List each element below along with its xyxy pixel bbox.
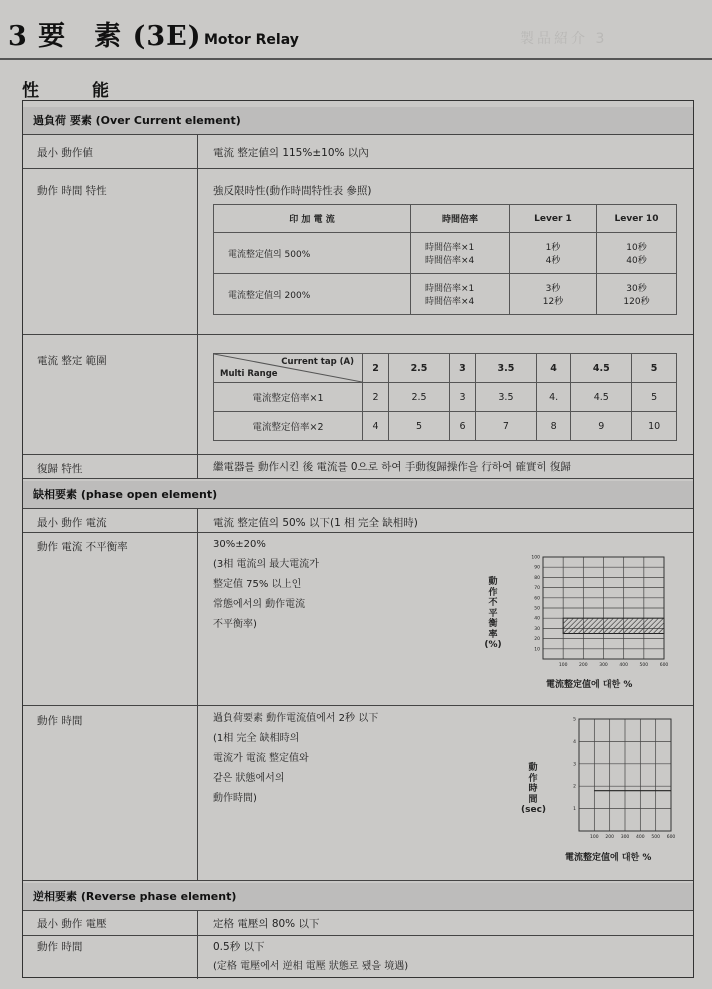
cell: 電流整定值의 200% xyxy=(214,274,411,315)
col-header: Lever 1 xyxy=(510,205,597,233)
cell-line: 4秒 xyxy=(545,256,561,266)
y-tick-label: 5 xyxy=(573,717,576,723)
rule xyxy=(23,168,693,169)
ylabel-char: 動 xyxy=(528,763,538,773)
chart2-x-caption: 電流整定值에 대한 % xyxy=(565,853,652,863)
phase-open-band: 缺相要素 (phase open element) xyxy=(23,481,693,508)
reverse-time-value: 0.5秒 以下 xyxy=(213,941,265,953)
rule xyxy=(23,334,693,335)
text-line: 不平衡率) xyxy=(213,619,257,630)
rule xyxy=(23,880,693,881)
tap-value: 4 xyxy=(536,354,570,383)
x-tick-label: 500 xyxy=(639,663,649,668)
tap-value: 2 xyxy=(363,354,389,383)
text-line: 整定值 75% 以上인 xyxy=(213,579,302,590)
chart1-y-label xyxy=(486,577,500,651)
cell xyxy=(510,233,597,274)
y-tick-label: 20 xyxy=(534,637,540,643)
cell: 9 xyxy=(571,412,632,441)
ylabel-char: 動 xyxy=(488,577,498,587)
y-tick-label: 70 xyxy=(534,586,540,592)
ylabel-char: 作 xyxy=(488,587,498,598)
cell xyxy=(411,233,510,274)
cell-line: 1秒 xyxy=(545,243,561,253)
time-characteristic-label: 動作 時間 特性 xyxy=(37,185,107,197)
y-tick-label: 2 xyxy=(573,784,576,790)
ylabel-char: 時 xyxy=(528,784,538,794)
chart2-y-label xyxy=(521,763,547,816)
x-tick-label: 500 xyxy=(651,835,660,840)
cell xyxy=(411,274,510,315)
ylabel-char: 間 xyxy=(528,794,538,805)
row-label: 電流整定倍率×2 xyxy=(214,412,363,441)
cell: 5 xyxy=(632,383,677,412)
ylabel-char: 平 xyxy=(488,608,498,619)
ylabel-char: (%) xyxy=(484,640,502,650)
unbalance-label: 動作 電流 不平衡率 xyxy=(37,541,128,553)
col-header: 時間倍率 xyxy=(411,205,510,233)
y-tick-label: 90 xyxy=(534,565,540,571)
min-current-label: 最小 動作 電流 xyxy=(37,517,107,529)
y-tick-label: 60 xyxy=(534,596,540,602)
band-hatch xyxy=(563,618,568,623)
text-line: 動作時間) xyxy=(213,793,257,804)
cell: 7 xyxy=(475,412,536,441)
min-current-value: 電流 整定值의 50% 以下(1 相 完全 缺相時) xyxy=(213,517,418,529)
cell xyxy=(510,274,597,315)
chart1-x-caption: 電流整定值에 대한 % xyxy=(546,680,633,690)
column-rule xyxy=(197,910,198,979)
x-tick-label: 300 xyxy=(620,835,630,840)
x-tick-label: 100 xyxy=(590,835,599,840)
text-line: 過負荷要素 動作電流值에서 2秒 以下 xyxy=(213,713,379,724)
operate-time-label: 動作 時間 xyxy=(37,715,83,727)
cell: 4.5 xyxy=(571,383,632,412)
cell xyxy=(597,274,677,315)
faded-header-text: 製品紹介 3 xyxy=(520,31,608,47)
cell: 3 xyxy=(449,383,475,412)
cell: 3.5 xyxy=(475,383,536,412)
cell: 6 xyxy=(449,412,475,441)
tap-header-corner xyxy=(214,354,363,383)
current-tap-caption: Current tap (A) xyxy=(281,357,354,367)
y-tick-label: 100 xyxy=(531,555,540,561)
column-rule xyxy=(197,508,198,880)
table-row xyxy=(214,233,677,274)
cell: 10 xyxy=(632,412,677,441)
col-header: Lever 10 xyxy=(597,205,677,233)
tap-value: 4.5 xyxy=(571,354,632,383)
ylabel-char: 率 xyxy=(488,629,498,640)
rule xyxy=(23,134,693,135)
cell: 2 xyxy=(363,383,389,412)
cell-line: 時間倍率×1 xyxy=(425,243,475,253)
rule xyxy=(23,478,693,479)
multi-range-caption: Multi Range xyxy=(220,369,278,379)
x-tick-label: 400 xyxy=(636,835,645,840)
cell-line: 12秒 xyxy=(542,297,564,307)
reset-value: 繼電器를 動作시킨 後 電流를 0으로 하여 手動復歸操作을 行하여 確實히 復歸 xyxy=(213,461,571,473)
text-line: 電流가 電流 整定值와 xyxy=(213,753,309,764)
y-tick-label: 80 xyxy=(534,575,540,581)
time-characteristic-value: 強反限時性(動作時間特性表 參照) xyxy=(213,185,372,197)
cell-line: 時間倍率×4 xyxy=(425,256,475,266)
text-line: 같은 狀態에서의 xyxy=(213,773,285,784)
time-characteristic-table xyxy=(213,204,677,315)
cell-line: 40秒 xyxy=(626,256,647,266)
min-value-label: 最小 動作値 xyxy=(37,147,93,159)
tap-value: 5 xyxy=(632,354,677,383)
col-header: 印 加 電 流 xyxy=(214,205,411,233)
cell: 4 xyxy=(363,412,389,441)
x-tick-label: 200 xyxy=(605,835,614,840)
cell-line: 時間倍率×1 xyxy=(425,284,475,294)
x-tick-label: 600 xyxy=(666,835,675,840)
cell: 電流整定值의 500% xyxy=(214,233,411,274)
column-rule xyxy=(197,134,198,478)
spec-table xyxy=(22,100,694,978)
text-line: (3相 電流의 最大電流가 xyxy=(213,559,319,570)
y-tick-label: 10 xyxy=(534,647,540,653)
operate-time-chart xyxy=(547,713,675,845)
min-voltage-value: 定格 電壓의 80% 以下 xyxy=(213,918,320,930)
rule xyxy=(23,508,693,509)
tap-value: 3 xyxy=(449,354,475,383)
unbalance-text xyxy=(213,535,319,635)
y-tick-label: 50 xyxy=(534,606,540,612)
ylabel-char: 衡 xyxy=(488,619,498,629)
text-line: 30%±20% xyxy=(213,539,266,550)
x-tick-label: 200 xyxy=(579,663,588,668)
y-tick-label: 30 xyxy=(534,626,540,632)
rule xyxy=(23,910,693,911)
band-hatch xyxy=(563,618,573,628)
table-row xyxy=(214,412,677,441)
ylabel-char: (sec) xyxy=(521,805,547,815)
tap-value: 3.5 xyxy=(475,354,536,383)
text-line: 常態에서의 動作電流 xyxy=(213,599,306,610)
cell-line: 120秒 xyxy=(623,297,650,307)
page-title: 3 要 素 (3E) xyxy=(8,21,202,52)
cell: 4. xyxy=(536,383,570,412)
x-tick-label: 600 xyxy=(659,663,669,668)
cell-line: 3秒 xyxy=(545,284,561,294)
text-line: (1相 完全 缺相時의 xyxy=(213,733,300,744)
rule xyxy=(23,935,693,936)
page-subtitle: Motor Relay xyxy=(204,32,299,48)
operate-time-text xyxy=(213,709,378,809)
y-tick-label: 4 xyxy=(573,739,576,745)
header-rule xyxy=(0,58,712,60)
unbalance-chart xyxy=(511,551,671,671)
cell: 8 xyxy=(536,412,570,441)
cell: 2.5 xyxy=(389,383,450,412)
section-title: 性 能 xyxy=(22,81,127,101)
ylabel-char: 作 xyxy=(528,773,538,784)
ylabel-char: 不 xyxy=(488,598,498,608)
over-current-band: 過負荷 要素 (Over Current element) xyxy=(23,107,693,134)
cell-line: 時間倍率×4 xyxy=(425,297,475,307)
x-tick-label: 300 xyxy=(599,663,608,668)
rule xyxy=(23,705,693,706)
y-tick-label: 3 xyxy=(573,762,576,768)
reverse-phase-band: 逆相要素 (Reverse phase element) xyxy=(23,883,693,910)
reverse-time-note: (定格 電壓에서 逆相 電壓 狀態로 됐을 境遇) xyxy=(213,961,409,972)
y-tick-label: 1 xyxy=(573,807,576,813)
reverse-time-label: 動作 時間 xyxy=(37,941,83,953)
min-voltage-label: 最小 動作 電壓 xyxy=(37,918,107,930)
rule xyxy=(23,532,693,533)
cell-line: 30秒 xyxy=(626,284,647,294)
row-label: 電流整定倍率×1 xyxy=(214,383,363,412)
cell-line: 10秒 xyxy=(626,243,647,253)
reset-label: 復歸 特性 xyxy=(37,463,83,475)
x-tick-label: 400 xyxy=(619,663,628,668)
tap-value: 2.5 xyxy=(389,354,450,383)
min-value: 電流 整定値의 115%±10% 以內 xyxy=(213,147,369,159)
current-tap-table xyxy=(213,353,677,441)
rule xyxy=(23,454,693,455)
cell xyxy=(597,233,677,274)
y-tick-label: 40 xyxy=(534,616,540,622)
table-row xyxy=(214,383,677,412)
cell: 5 xyxy=(389,412,450,441)
band-area xyxy=(563,618,664,633)
x-tick-label: 100 xyxy=(558,663,568,668)
setting-range-label: 電流 整定 範圍 xyxy=(37,355,107,367)
table-row xyxy=(214,274,677,315)
